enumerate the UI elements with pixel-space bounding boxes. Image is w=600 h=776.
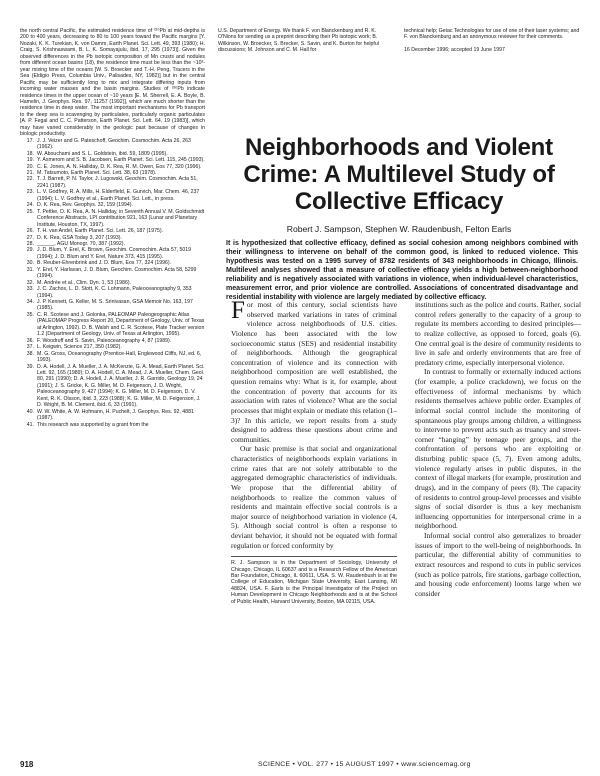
reference-number: 28. — [26, 240, 34, 247]
reference-number: 27. — [26, 234, 34, 241]
body-paragraph-1-text: or most of this century, social scientists have observed marked variations in rates of criminal violence across neighborhoods of U.S. cities. Violence has been associated with the low socioeconomic status (SES) and residential instability of neighborhoods. Although the geographical concentration of violence and its connection with neighborhood composition are well established, the question remains why: What is it, for example, about the concentration of poverty that accounts for its association with rates of violence? What are the social processes that might explain or mediate this relation (1–3)? In this article, we report results from a study designed to address these questions about crime and communities. — [231, 300, 397, 444]
reference-item — [20, 299, 205, 312]
previous-article-end — [218, 28, 580, 60]
reference-number: 22. — [26, 176, 34, 183]
footnote-continued: the north central Pacific, the estimated residence time of ²¹⁰Pb at mid-depths is 200 to 400 years, decreasing to 80 to 100 years toward the Pacific margins [Y. Nozaki, K. K. Turekian, K. von Damm, Earth Planet. Sci. Lett. 49, 393 (1980); H. Craig, S. Krishnaswami, B. L. K. Somayajulu, ibid. 17, 295 (1973)]. Given the observed differences in the Pb isotopic composition of Mn crusts and nodules from different ocean basins (18), the residence time must be less than the ~10³-year mixing time of the oceans [W. S. Broecker and T.-H. Peng, Tracers in the Sea (Eldigio Press, Columbia Univ., Palisades, NY, 1982)] but in the central Pacific may be sufficiently long to mix and integrate differing inputs from incoming water masses and the basin margins. Studies of ²³⁰Pb indicate residence times in the upper ocean of ~10 years [E. M. Sherrell, E. A. Boyle, B. Hamelin, J. Geophys. Res. 97, 11257 (1992)], which are much shorter than the residence time in deep water. The most important mechanisms for Pb transport to the deep sea is scavenging by particulates, particularly organic particulates [A. P. Fegal and C. C. Patterson, Earth Planet. Sci. Lett. 64, 19 (1983)], which may have varied considerably in the geologic past because of changes in biologic productivity. — [20, 28, 205, 138]
reference-text: J. P. Kennett, G. Keller, M. S. Srinivasan, GSA Memoir No. 163, 197 (1985). — [37, 299, 193, 312]
reference-number: 31. — [26, 266, 34, 273]
page-number: 918 — [20, 760, 34, 769]
reference-item — [20, 286, 205, 299]
reference-text: T. J. Barrett, P. N. Taylor, J. Lugowski, Geochim. Cosmochim. Acta 51, 2241 (1987). — [37, 176, 198, 189]
body-paragraph-4: In contrast to formally or externally induced actions (for example, a police crackdown), we focus on the effectiveness of informal mechanisms by which residents themselves achieve public order. Examples of informal social control include the monitoring of spontaneous play groups among children, a willingness to intervene to prevent acts such as truancy and street-corner “hanging” by teenage peer groups, and the confrontation of persons who are exploiting or disturbing public space (5, 7). Even among adults, violence regularly arises in public disputes, in the context of illegal markets (for example, prostitution and drugs), and in the company of peers (8). The capacity of residents to control group-level processes and visible signs of social disorder is thus a key mechanism influencing opportunities for interpersonal crime in a neighborhood. — [415, 367, 581, 531]
reference-item — [20, 351, 205, 364]
reference-text: L. V. Godfrey, R. A. Mills, H. Elderfield, E. Gurvich, Mar. Chem. 46, 237 (1994); L. V. Godfrey et al., Earth Planet. Sci. Lett., in press. — [37, 189, 200, 202]
reference-item — [20, 189, 205, 202]
reference-number: 24. — [26, 202, 34, 209]
reference-number: 21. — [26, 169, 34, 176]
reference-text: M. G. Gross, Oceanography (Prentice-Hall, Englewood Cliffs, NJ, ed. 6, 1993). — [37, 350, 202, 364]
reference-text: J. D. Blum, Y. Erel, K. Brown, Geochim. Cosmochim. Acta 57, 5019 (1994); J. D. Blum and Y. Erel, Nature 373, 415 (1995). — [37, 247, 192, 260]
reference-item — [20, 176, 205, 189]
journal-line: SCIENCE • VOL. 277 • 15 AUGUST 1997 • www.sciencemag.org — [258, 761, 471, 768]
body-paragraph-1 — [231, 297, 397, 444]
reference-text: W. W. White, A. W. Hofmann, H. Puchelt, J. Geophys. Res. 92, 4881 (1987). — [37, 408, 194, 422]
reference-text: T. Pettke, D. K. Rea, A. N. Halliday, in Seventh Annual V. M. Goldschmidt Conference Abstracts, LPI contribution 921, 163 (Lunar and Planetary Institute, Houston, TX, 1997). — [37, 208, 205, 228]
reference-number: 33. — [26, 286, 34, 293]
body-paragraph-2: Our basic premise is that social and organizational characteristics of neighborhoods explain variations in crime rates that are not solely attributable to the aggregated demographic characteristics of individuals. We propose that the differential ability of neighborhoods to realize the common values of residents and maintain effective social controls is a major source of neighborhood variation in violence (4, 5). Although social control is often a response to deviant behavior, it should not be equated with formal regulation or forced conformity by — [231, 444, 397, 550]
reference-text: T. H. van Andel, Earth Planet. Sci. Lett. 26, 187 (1975). — [37, 228, 164, 235]
reference-item — [20, 267, 205, 280]
reference-text: ______, AGU Monogr. 70, 387 (1992). — [37, 240, 125, 247]
acknowledgments-continued: U.S. Department of Energy. We thank F. von Blanckenburg and R. K. O'Nions for sending us a preprint describing their Pb isotopic work; B. Wilkinson, W. Broecker, S. Brecker, S. Savin, and K. Burton for helpful discussions; M. Johnson and C. M. Hall for — [218, 28, 379, 54]
reference-item — [20, 138, 205, 151]
author-affiliations — [231, 556, 397, 605]
reference-text: M. Andrée et al., Clim. Dyn. 1, 53 (1986). — [37, 279, 131, 286]
reference-number: 36. — [26, 337, 34, 344]
reference-item — [20, 209, 205, 228]
reference-text: C. R. Scotese and J. Golonka, PALEOMAP Paleogeographic Atlas (PALEOMAP Progress Report 20, Department of Geology, Univ. of Texas at Arlington, 1992). D. B. Walsh and C. R. Scotese, Plate Tracker version 1.2 (Department of Geology, Univ. of Texas at Arlington, 1995). — [37, 311, 205, 338]
reference-item — [20, 409, 205, 422]
reference-number: 19. — [26, 157, 34, 164]
reference-number: 23. — [26, 189, 34, 196]
reference-number: 34. — [26, 299, 34, 306]
reference-number: 25. — [26, 208, 34, 215]
reference-number: 32. — [26, 279, 34, 286]
article-abstract: It is hypothesized that collective efficacy, defined as social cohesion among neighbors combined with their willingness to intervene on behalf of the common good, is linked to reduced violence. This hypothesis was tested on a 1995 survey of 8782 residents of 343 neighborhoods in Chicago, Illinois. Multilevel analyses showed that a measure of collective efficacy yields a high between-neighborhood reliability and is negatively associated with variations in violence, when individual-level characteristics, measurement error, and prior violence are controlled. Associations of concentrated disadvantage and residential instability with violence are largely mediated by collective efficacy. — [226, 240, 578, 301]
reference-text: This research was supported by a grant from the — [37, 421, 149, 428]
body-paragraph-5: Informal social control also generalizes to broader issues of import to the well-being of neighborhoods. In particular, the differential ability of communities to extract resources and respond to cuts in public services (such as police patrols, fire stations, garbage collection, and housing code enforcement) looms large when we consider — [415, 531, 581, 598]
reference-text: M. Tatsumoto, Earth Planet. Sci. Lett. 38, 63 (1978). — [37, 169, 157, 176]
acknowledgments-end: technical help; Getac Technologies for use of one of their laser systems; and F. von Blanckenburg and an anonymous reviewer for their comments. — [404, 28, 580, 41]
reference-text: C. E. Jones, A. N. Halliday, D. K. Rea, R. M. Owen, Eos 77, 320 (1996). — [37, 163, 202, 170]
reference-number: 35. — [26, 311, 34, 318]
reference-number: 39. — [26, 363, 34, 370]
reference-text: J. J. Veizer and G. Pateschoff, Geochim. Cosmochim. Acta 26, 263 (1962). — [37, 137, 191, 151]
drop-cap: F — [231, 297, 245, 324]
reference-number: 29. — [26, 247, 34, 254]
reference-number: 40. — [26, 408, 34, 415]
reference-text: B. Reuber-Ehrenbrink and J. D. Blum, Eos 77, 324 (1996). — [37, 260, 172, 267]
body-column-1 — [231, 297, 397, 605]
body-paragraph-3: institutions such as the police and courts. Rather, social control refers generally to the capacity of a group to regulate its members according to desired principles—to realize collective, as opposed to forced, goals (6). One central goal is the desire of community residents to live in safe and orderly environments that are free of predatory crime, especially interpersonal violence. — [415, 300, 581, 367]
reference-text: L. Keigwin, Science 217, 350 (1982). — [37, 344, 122, 351]
reference-text: Y. Erel, Y. Harlavan, J. D. Blum, Geochim. Cosmochim. Acta 58, 5299 (1994). — [37, 266, 197, 280]
reference-number: 20. — [26, 163, 34, 170]
article-body — [231, 297, 581, 605]
reference-item — [20, 247, 205, 260]
reference-text: Y. Asmerom and S. B. Jacobsen, Earth Planet. Sci. Lett. 115, 245 (1993). — [37, 157, 205, 164]
reference-text: J. C. Zachos, L. D. Stott, K. C. Lohmann, Paleoceanography 9, 353 (1994). — [37, 286, 192, 299]
article-authors: Robert J. Sampson, Stephen W. Raudenbush, Felton Earls — [286, 224, 512, 234]
reference-number: 38. — [26, 350, 34, 357]
reference-number: 37. — [26, 344, 34, 351]
left-column — [20, 28, 205, 428]
reference-number: 41. — [26, 421, 34, 428]
reference-text: W. Abouchami and S. L. Goldstein, ibid. 59, 1809 (1995). — [37, 150, 168, 157]
reference-list — [20, 138, 205, 428]
reference-number: 30. — [26, 260, 34, 267]
reference-item — [20, 422, 205, 428]
author-affiliations-text: R. J. Sampson is in the Department of Sociology, University of Chicago, Chicago, IL 60637 and is a Research Fellow of the American Bar Foundation, Chicago, IL 60611, USA. S. W. Raudenbush is at the College of Education, Michigan State University, East Lansing, MI 48824, USA. F. Earls is the Principal Investigator of the Project on Human Development in Chicago Neighborhoods and is at the School of Public Health, Harvard University, Boston, MA 02115, USA. — [231, 560, 397, 605]
reference-number: 26. — [26, 228, 34, 235]
reference-item — [20, 364, 205, 409]
article-title: Neighborhoods and Violent Crime: A Multilevel Study of Collective Efficacy — [243, 134, 555, 215]
reference-number: 17. — [26, 137, 34, 144]
reference-number: 18. — [26, 150, 34, 157]
reference-text: F. Woodruff and S. Savin, Paleoceanography 4, 87 (1989). — [37, 337, 172, 344]
reference-item — [20, 312, 205, 338]
reference-text: D. K. Rea, Rev. Geophys. 32, 159 (1994). — [37, 202, 133, 209]
reference-text: D. K. Rea, GSA Today 3, 207 (1993). — [37, 234, 122, 241]
reference-text: D. A. Hodell, J. A. Mueller, J. A. McKenzie, G. A. Mead, Earth Planet. Sci. Lett. 92, 165 (1989); D. A. Hodell, C. A. Mead, J. A. Mueller, Chem. Geol. 80, 291 (1990); D. A. Hodell, J. A. Mueller, J. R. Garrido, Geology 19, 24 (1991); J. S. Gricke, K. G. Miller, M. D. Feigenson, J. D. Wright, Paleoceanography 9, 427 (1994); K. G. Miller, M. D. Feigenson, D. V. Kent, R. K. Olsson, ibid. 3, 223 (1988); K. G. Miller, M. D. Feigenson, J. D. Wright, B. M. Clement, ibid. 6, 33 (1991). — [37, 363, 205, 409]
body-column-2 — [415, 300, 581, 605]
received-accepted-dates: 16 December 1996; accepted 19 June 1997 — [404, 46, 505, 53]
